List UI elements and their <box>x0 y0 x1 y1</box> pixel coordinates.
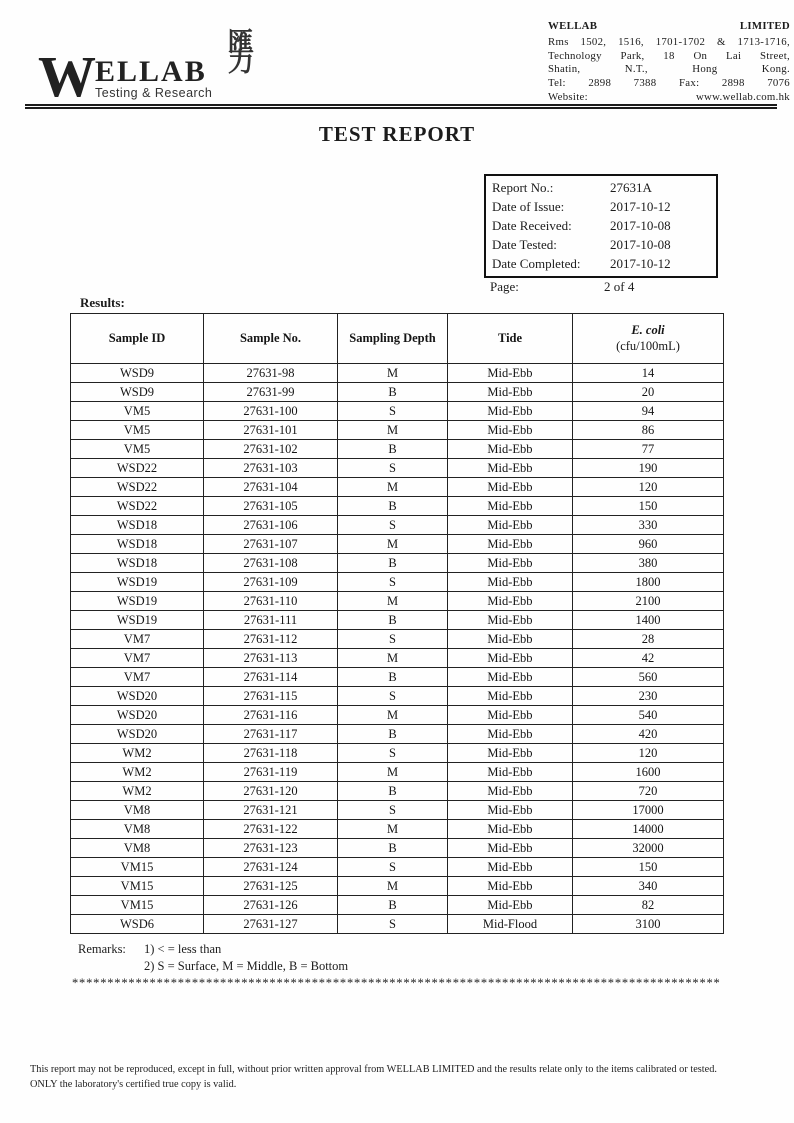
table-cell: VM5 <box>71 440 204 459</box>
header-divider-rule <box>25 104 777 109</box>
table-cell: B <box>338 497 448 516</box>
report-info-value: 2017-10-08 <box>610 236 671 252</box>
table-cell: Mid-Ebb <box>448 706 573 725</box>
table-cell: VM8 <box>71 820 204 839</box>
table-cell: 27631-126 <box>204 896 338 915</box>
asterisk-separator: ******************************************************************************************** <box>72 976 721 990</box>
table-cell: M <box>338 535 448 554</box>
table-cell: VM8 <box>71 801 204 820</box>
table-cell: VM15 <box>71 858 204 877</box>
remarks-block <box>78 941 348 975</box>
table-cell: 27631-122 <box>204 820 338 839</box>
table-cell: Mid-Ebb <box>448 535 573 554</box>
table-cell: 27631-120 <box>204 782 338 801</box>
table-cell: WSD19 <box>71 611 204 630</box>
remark-line-1: 1) < = less than <box>144 942 222 956</box>
table-cell: 27631-102 <box>204 440 338 459</box>
table-row <box>71 592 724 611</box>
page-title: TEST REPORT <box>318 122 476 146</box>
table-cell: 27631-107 <box>204 535 338 554</box>
logo-cjk-characters: 匯力 <box>223 28 254 68</box>
table-cell: Mid-Ebb <box>448 649 573 668</box>
table-cell: 1800 <box>573 573 724 592</box>
table-cell: Mid-Ebb <box>448 896 573 915</box>
table-row <box>71 649 724 668</box>
table-cell: S <box>338 744 448 763</box>
table-cell: 17000 <box>573 801 724 820</box>
page-indicator <box>490 279 718 295</box>
table-cell: 1400 <box>573 611 724 630</box>
table-cell: Mid-Ebb <box>448 877 573 896</box>
table-cell: WSD20 <box>71 725 204 744</box>
table-cell: Mid-Ebb <box>448 573 573 592</box>
table-cell: Mid-Ebb <box>448 554 573 573</box>
table-cell: S <box>338 801 448 820</box>
wellab-wordmark <box>38 43 213 109</box>
table-cell: M <box>338 592 448 611</box>
table-row <box>71 516 724 535</box>
table-cell: VM7 <box>71 649 204 668</box>
report-info-label: Date Tested: <box>492 236 557 252</box>
company-address-line: Tel: 2898 7388 Fax: 2898 7076 <box>548 77 790 90</box>
table-cell: Mid-Ebb <box>448 497 573 516</box>
table-row <box>71 744 724 763</box>
logo-tagline: Testing & Research <box>95 86 213 100</box>
logo-big-w: W <box>38 43 94 109</box>
table-cell: VM15 <box>71 877 204 896</box>
table-cell: VM8 <box>71 839 204 858</box>
table-cell: 14 <box>573 364 724 383</box>
table-row <box>71 402 724 421</box>
table-cell: 120 <box>573 744 724 763</box>
results-label: Results: <box>80 295 125 310</box>
table-cell: WSD22 <box>71 478 204 497</box>
table-cell: S <box>338 516 448 535</box>
table-cell: 150 <box>573 497 724 516</box>
company-name: WELLAB LIMITED <box>548 20 790 32</box>
table-cell: 720 <box>573 782 724 801</box>
report-info-row <box>492 235 716 254</box>
table-cell: M <box>338 706 448 725</box>
page-value: 2 of 4 <box>604 279 635 294</box>
table-cell: VM7 <box>71 668 204 687</box>
col-header-sample-no: Sample No. <box>204 314 338 364</box>
table-cell: Mid-Ebb <box>448 668 573 687</box>
col-header-tide: Tide <box>448 314 573 364</box>
report-info-label: Report No.: <box>492 179 554 195</box>
table-cell: WSD18 <box>71 554 204 573</box>
table-cell: VM5 <box>71 421 204 440</box>
table-cell: 42 <box>573 649 724 668</box>
table-cell: B <box>338 611 448 630</box>
table-cell: 27631-109 <box>204 573 338 592</box>
table-cell: B <box>338 782 448 801</box>
table-row <box>71 478 724 497</box>
table-cell: VM15 <box>71 896 204 915</box>
table-cell: 27631-110 <box>204 592 338 611</box>
table-cell: WM2 <box>71 744 204 763</box>
table-cell: S <box>338 858 448 877</box>
table-cell: 27631-125 <box>204 877 338 896</box>
company-address <box>548 36 790 105</box>
company-address-line: Rms 1502, 1516, 1701-1702 & 1713-1716, <box>548 35 790 48</box>
table-cell: WSD19 <box>71 573 204 592</box>
table-cell: 27631-114 <box>204 668 338 687</box>
remarks-label: Remarks: <box>78 942 126 956</box>
table-cell: 27631-116 <box>204 706 338 725</box>
table-row <box>71 839 724 858</box>
table-cell: Mid-Ebb <box>448 820 573 839</box>
company-address-line: Website: www.wellab.com.hk <box>548 91 790 104</box>
table-row <box>71 725 724 744</box>
table-cell: Mid-Ebb <box>448 421 573 440</box>
table-cell: Mid-Ebb <box>448 725 573 744</box>
table-row <box>71 858 724 877</box>
report-info-label: Date of Issue: <box>492 198 565 214</box>
table-cell: 27631-123 <box>204 839 338 858</box>
table-cell: 3100 <box>573 915 724 934</box>
table-row <box>71 706 724 725</box>
table-cell: WSD6 <box>71 915 204 934</box>
table-cell: B <box>338 896 448 915</box>
footer-line-1: This report may not be reproduced, except in full, without prior written approval from WELLAB LIMITED and the results relate only to the items calibrated or tested. <box>30 1064 717 1075</box>
table-row <box>71 535 724 554</box>
report-info-row <box>492 254 716 273</box>
table-cell: 14000 <box>573 820 724 839</box>
table-cell: 27631-127 <box>204 915 338 934</box>
col-header-ecoli <box>573 314 724 364</box>
table-cell: 380 <box>573 554 724 573</box>
table-cell: 960 <box>573 535 724 554</box>
table-cell: Mid-Ebb <box>448 630 573 649</box>
col-header-sampling-depth: Sampling Depth <box>338 314 448 364</box>
report-info-value: 2017-10-12 <box>610 198 671 214</box>
table-cell: WSD18 <box>71 535 204 554</box>
footer-line-2: ONLY the laboratory's certified true copy is valid. <box>30 1079 237 1091</box>
table-cell: 82 <box>573 896 724 915</box>
table-cell: M <box>338 877 448 896</box>
report-info-row <box>492 178 716 197</box>
table-cell: S <box>338 630 448 649</box>
table-cell: 190 <box>573 459 724 478</box>
table-cell: 27631-100 <box>204 402 338 421</box>
table-cell: M <box>338 478 448 497</box>
table-cell: 27631-119 <box>204 763 338 782</box>
report-info-label: Date Received: <box>492 217 572 233</box>
table-row <box>71 801 724 820</box>
table-cell: 27631-99 <box>204 383 338 402</box>
table-cell: WM2 <box>71 782 204 801</box>
table-cell: Mid-Ebb <box>448 763 573 782</box>
table-cell: WSD20 <box>71 687 204 706</box>
table-row <box>71 459 724 478</box>
report-info-row <box>492 216 716 235</box>
table-row <box>71 820 724 839</box>
footer-disclaimer <box>30 1062 778 1093</box>
table-cell: 77 <box>573 440 724 459</box>
table-cell: 20 <box>573 383 724 402</box>
table-cell: WSD9 <box>71 383 204 402</box>
table-cell: Mid-Ebb <box>448 858 573 877</box>
table-cell: Mid-Ebb <box>448 383 573 402</box>
table-cell: 86 <box>573 421 724 440</box>
table-cell: 560 <box>573 668 724 687</box>
table-cell: WSD18 <box>71 516 204 535</box>
table-cell: B <box>338 383 448 402</box>
table-cell: 27631-106 <box>204 516 338 535</box>
table-row <box>71 782 724 801</box>
table-row <box>71 573 724 592</box>
table-row <box>71 497 724 516</box>
table-row <box>71 630 724 649</box>
table-cell: 28 <box>573 630 724 649</box>
table-cell: S <box>338 459 448 478</box>
table-cell: 27631-111 <box>204 611 338 630</box>
company-info-block <box>548 20 790 105</box>
results-table-header <box>71 314 724 364</box>
table-cell: Mid-Ebb <box>448 402 573 421</box>
report-info-label: Date Completed: <box>492 255 581 271</box>
table-cell: Mid-Ebb <box>448 782 573 801</box>
table-row <box>71 687 724 706</box>
table-row <box>71 877 724 896</box>
results-tbody <box>71 364 724 934</box>
table-cell: S <box>338 573 448 592</box>
table-cell: WSD22 <box>71 459 204 478</box>
table-cell: Mid-Ebb <box>448 478 573 497</box>
table-row <box>71 896 724 915</box>
table-cell: WM2 <box>71 763 204 782</box>
table-cell: Mid-Ebb <box>448 687 573 706</box>
table-cell: Mid-Ebb <box>448 440 573 459</box>
table-cell: 27631-118 <box>204 744 338 763</box>
table-cell: S <box>338 402 448 421</box>
page-label: Page: <box>490 279 519 294</box>
table-cell: Mid-Ebb <box>448 364 573 383</box>
table-cell: M <box>338 820 448 839</box>
table-cell: S <box>338 915 448 934</box>
table-cell: 27631-108 <box>204 554 338 573</box>
results-table <box>70 313 724 934</box>
table-cell: 27631-103 <box>204 459 338 478</box>
report-info-box <box>484 174 718 278</box>
table-cell: 94 <box>573 402 724 421</box>
table-cell: M <box>338 364 448 383</box>
table-cell: M <box>338 763 448 782</box>
table-row <box>71 421 724 440</box>
table-cell: B <box>338 839 448 858</box>
table-cell: Mid-Ebb <box>448 744 573 763</box>
table-row <box>71 763 724 782</box>
table-cell: 330 <box>573 516 724 535</box>
remark-line-2: 2) S = Surface, M = Middle, B = Bottom <box>144 958 349 973</box>
table-cell: WSD19 <box>71 592 204 611</box>
table-cell: VM7 <box>71 630 204 649</box>
ecoli-header-unit: (cfu/100mL) <box>616 338 680 353</box>
company-address-line: Shatin, N.T., Hong Kong. <box>548 63 790 76</box>
table-cell: 27631-105 <box>204 497 338 516</box>
table-cell: Mid-Flood <box>448 915 573 934</box>
table-cell: 32000 <box>573 839 724 858</box>
table-cell: B <box>338 554 448 573</box>
table-cell: Mid-Ebb <box>448 839 573 858</box>
report-info-row <box>492 197 716 216</box>
table-row <box>71 611 724 630</box>
table-cell: 340 <box>573 877 724 896</box>
table-cell: 27631-121 <box>204 801 338 820</box>
table-cell: Mid-Ebb <box>448 592 573 611</box>
table-cell: Mid-Ebb <box>448 611 573 630</box>
remarks-lines <box>144 941 348 975</box>
table-cell: 27631-124 <box>204 858 338 877</box>
table-cell: 230 <box>573 687 724 706</box>
table-cell: WSD9 <box>71 364 204 383</box>
company-address-line: Technology Park, 18 On Lai Street, <box>548 49 790 62</box>
table-cell: Mid-Ebb <box>448 516 573 535</box>
table-row <box>71 383 724 402</box>
report-info-value: 2017-10-08 <box>610 217 671 233</box>
wellab-logo <box>38 28 257 109</box>
table-row <box>71 364 724 383</box>
table-cell: Mid-Ebb <box>448 459 573 478</box>
ecoli-header-name: E. coli <box>631 322 665 337</box>
table-cell: 420 <box>573 725 724 744</box>
table-row <box>71 440 724 459</box>
table-cell: 27631-115 <box>204 687 338 706</box>
table-row <box>71 668 724 687</box>
table-cell: 120 <box>573 478 724 497</box>
table-cell: B <box>338 725 448 744</box>
report-info-value: 27631A <box>610 179 652 195</box>
col-header-sample-id: Sample ID <box>71 314 204 364</box>
table-cell: 27631-101 <box>204 421 338 440</box>
table-cell: B <box>338 440 448 459</box>
logo-wordmark-rest: ELLAB <box>95 55 207 88</box>
table-cell: VM5 <box>71 402 204 421</box>
table-cell: 2100 <box>573 592 724 611</box>
table-cell: 150 <box>573 858 724 877</box>
table-cell: 27631-117 <box>204 725 338 744</box>
table-cell: 27631-113 <box>204 649 338 668</box>
table-cell: 27631-98 <box>204 364 338 383</box>
table-cell: Mid-Ebb <box>448 801 573 820</box>
table-row <box>71 915 724 934</box>
table-cell: M <box>338 421 448 440</box>
table-cell: B <box>338 668 448 687</box>
table-cell: M <box>338 649 448 668</box>
table-cell: 27631-104 <box>204 478 338 497</box>
table-cell: WSD22 <box>71 497 204 516</box>
table-cell: 1600 <box>573 763 724 782</box>
table-cell: 27631-112 <box>204 630 338 649</box>
table-cell: S <box>338 687 448 706</box>
table-cell: 540 <box>573 706 724 725</box>
table-row <box>71 554 724 573</box>
table-cell: WSD20 <box>71 706 204 725</box>
report-info-value: 2017-10-12 <box>610 255 671 271</box>
